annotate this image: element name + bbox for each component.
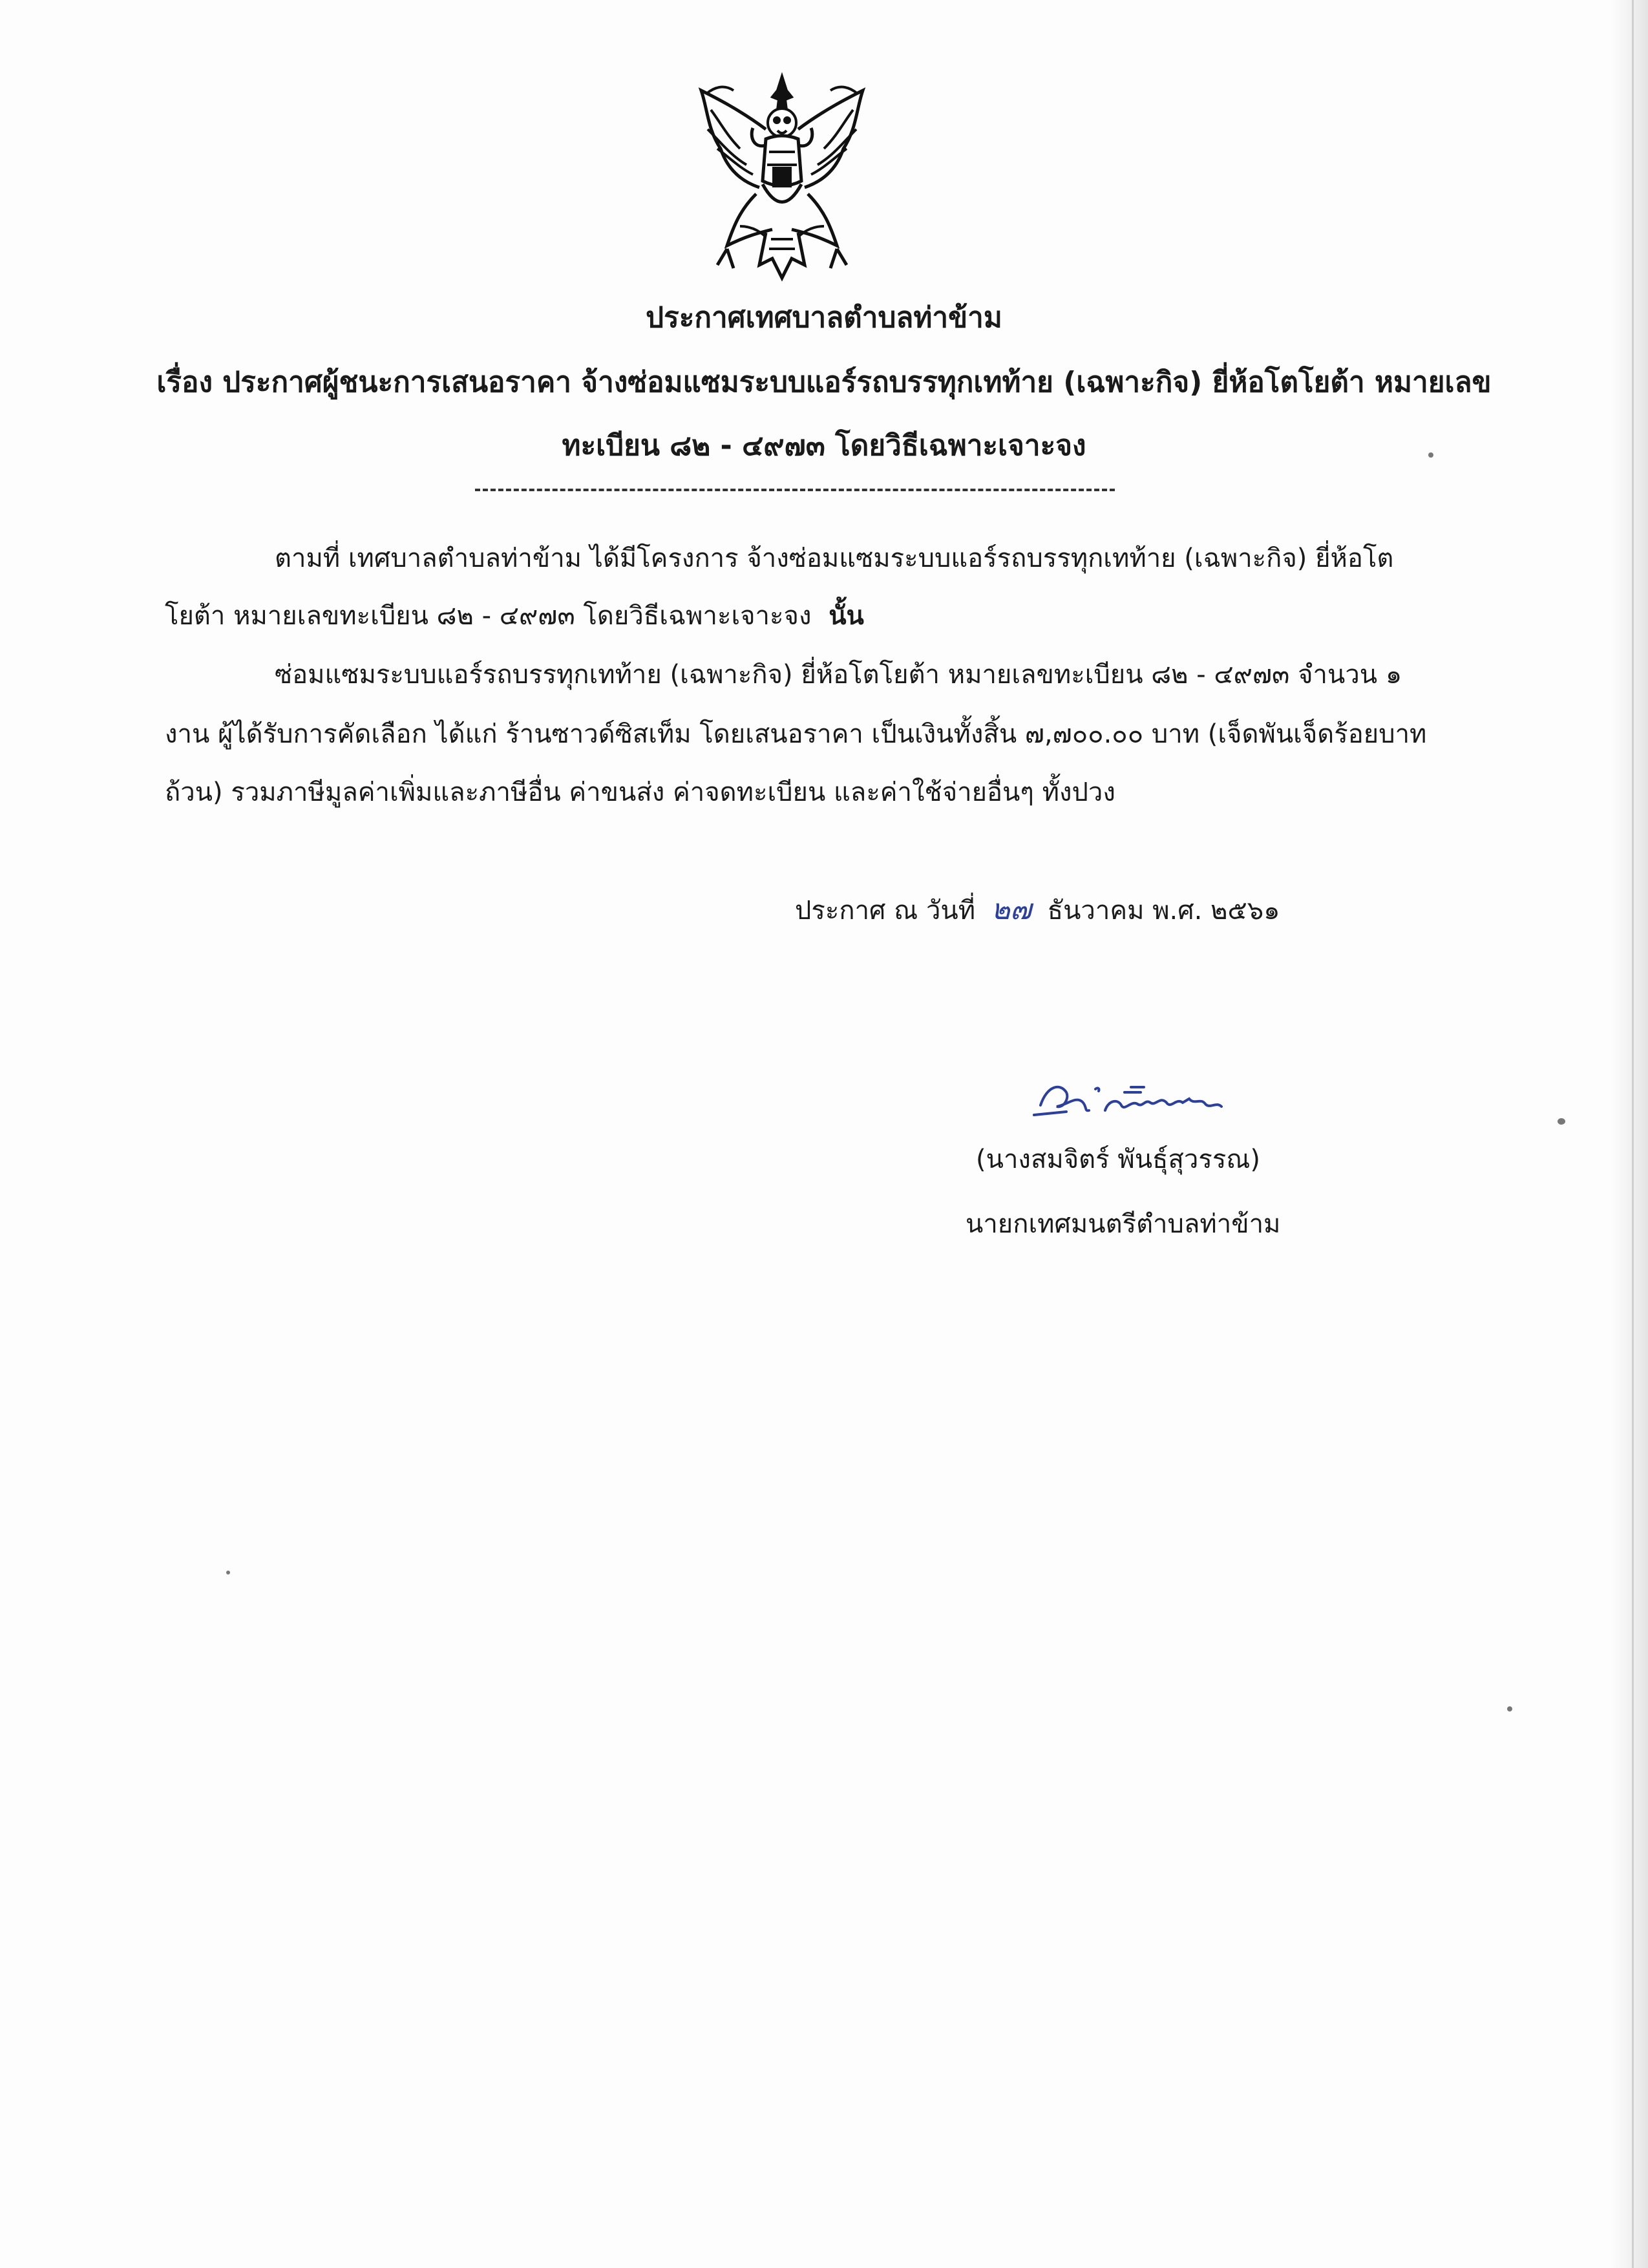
scan-speck <box>1558 1118 1565 1125</box>
scan-speck <box>226 1571 230 1574</box>
paragraph-1-line-2 <box>165 598 864 634</box>
paragraph-1-line-1: ตามที่ เทศบาลตำบลท่าข้าม ได้มีโครงการ จ้างซ่อมแซมระบบแอร์รถบรรทุกเทท้าย (เฉพาะกิจ) ยี่ห้อโต <box>275 544 1394 573</box>
subject-line-1: เรื่อง ประกาศผู้ชนะการเสนอราคา จ้างซ่อมแซมระบบแอร์รถบรรทุกเทท้าย (เฉพาะกิจ) ยี่ห้อโตโยต้า หมายเลข <box>156 366 1492 399</box>
paragraph-2-line-3: ถ้วน) รวมภาษีมูลค่าเพิ่มและภาษีอื่น ค่าขนส่ง ค่าจดทะเบียน และค่าใช้จ่ายอื่นๆ ทั้งปวง <box>165 778 1115 807</box>
signer-name: (นางสมจิตร์ พันธุ์สุวรรณ) <box>976 1145 1261 1174</box>
signer-title: นายกเทศมนตรีตำบลท่าข้าม <box>966 1209 1281 1239</box>
page-edge-line <box>1632 0 1634 2268</box>
page-edge-shadow <box>1609 0 1648 2268</box>
dashed-separator <box>475 489 1115 491</box>
date-prefix: ประกาศ ณ วันที่ <box>795 896 976 926</box>
scan-speck <box>1428 452 1433 458</box>
date-suffix: ธันวาคม พ.ศ. ๒๕๖๑ <box>1047 896 1280 926</box>
date-day-handwritten: ๒๗ <box>991 893 1031 926</box>
subject-line-2: ทะเบียน ๘๒ - ๔๙๗๓ โดยวิธีเฉพาะเจาะจง <box>562 429 1086 462</box>
garuda-emblem-icon <box>688 71 876 291</box>
paragraph-1-ending: นั้น <box>829 601 864 631</box>
paragraph-2-line-1: ซ่อมแซมระบบแอร์รถบรรทุกเทท้าย (เฉพาะกิจ) ยี่ห้อโตโยต้า หมายเลขทะเบียน ๘๒ - ๔๙๗๓ จำนวน ๑ <box>275 660 1402 690</box>
scan-speck <box>1507 1706 1512 1712</box>
paragraph-1-line-2-text: โยต้า หมายเลขทะเบียน ๘๒ - ๔๙๗๓ โดยวิธีเฉพาะเจาะจง <box>165 601 812 631</box>
handwritten-signature <box>1028 1060 1241 1131</box>
announcement-date <box>795 892 1280 929</box>
announcer-heading: ประกาศเทศบาลตำบลท่าข้าม <box>646 301 1002 334</box>
paragraph-2-line-2: งาน ผู้ได้รับการคัดเลือก ได้แก่ ร้านซาวด์ซิสเท็ม โดยเสนอราคา เป็นเงินทั้งสิ้น ๗,๗๐๐.๐๐ บาท (เจ็ดพันเจ็ดร้อยบาท <box>165 719 1427 749</box>
